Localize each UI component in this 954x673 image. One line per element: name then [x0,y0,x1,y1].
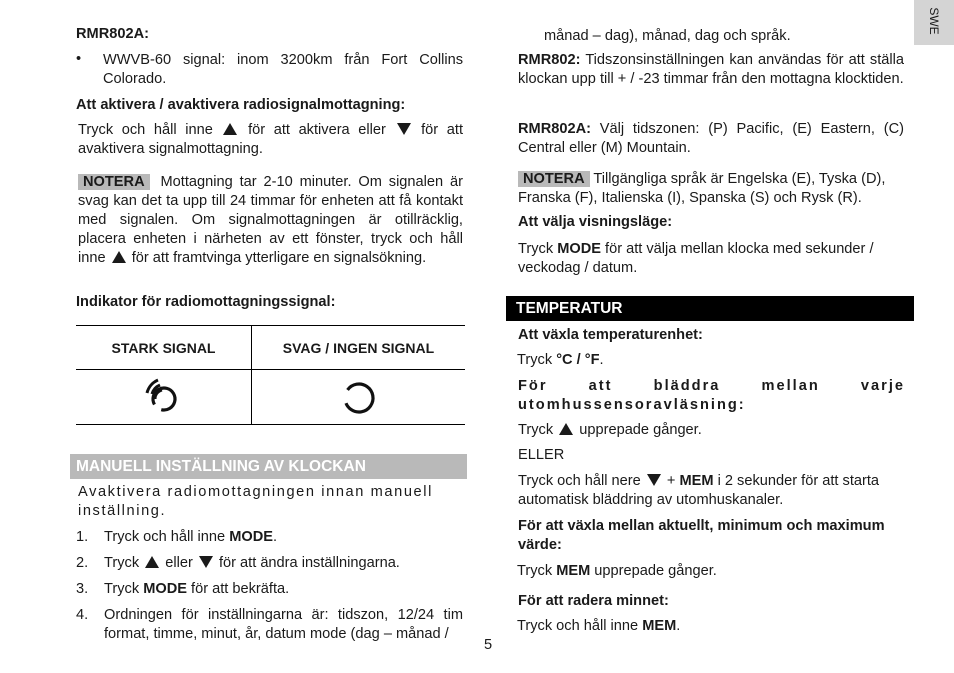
scroll-line-2: Tryck och håll nere + MEM i 2 sekunder för att starta automatisk bläddring av utomhuskanaler. [518,473,880,508]
weak-signal-cell [252,370,466,425]
up-triangle-icon [145,556,159,568]
display-heading: Att välja visningsläge: [518,214,673,230]
activate-heading: Att aktivera / avaktivera radiosignalmottagning: [76,97,406,113]
note-label: NOTERA [518,171,590,187]
scroll-heading: För att bläddra mellan varje utomhussensoravläsning: [518,378,905,413]
rmr802a-heading: RMR802A: [76,26,149,42]
minmax-heading: För att växla mellan aktuellt, minimum och maximum värde: [518,518,885,553]
weak-signal-icon [339,377,379,417]
manual-intro: Avaktivera radiomottagningen innan manuell inställning. [78,484,433,519]
steps-list [76,528,463,644]
scroll-line-1: Tryck upprepade gånger. [518,422,702,438]
down-triangle-icon [647,474,661,486]
note-label: NOTERA [78,174,150,190]
note-paragraph: NOTERA Mottagning tar 2-10 minuter. Om signalen är svag kan det ta upp till 24 timmar för enheten att få kontakt med signalen. Om signalmottagningen är otillräcklig, placera enheten i närheten av ett fönster, tryck och håll inne för att framtvinga ytterligare en signalsökning. [78,174,463,266]
step-2: 2. Tryck eller för att ändra inställningarna. [76,555,400,571]
weak-signal-header: SVAG / INGEN SIGNAL [252,326,466,370]
step-3: 3. Tryck MODE för att bekräfta. [76,581,290,597]
unit-paragraph: Tryck °C / °F. [517,352,604,368]
bullet-text: WWVB-60 signal: inom 3200km från Fort Collins Colorado. [103,52,463,87]
up-triangle-icon [559,423,573,435]
continued-line: månad – dag), månad, dag och språk. [544,28,791,44]
language-tab-label: SWE [927,7,941,35]
step-1: 1. Tryck och håll inne MODE. [76,529,278,545]
page-number: 5 [484,637,493,653]
unit-heading: Att växla temperaturenhet: [518,327,703,343]
or-text: ELLER [518,447,565,463]
strong-signal-header: STARK SIGNAL [76,326,252,370]
bullet-item [76,51,463,89]
clear-heading: För att radera minnet: [518,593,669,609]
down-triangle-icon [397,123,411,135]
bullet-marker: • [76,51,82,67]
signal-table [76,325,465,425]
strong-signal-icon [144,377,184,417]
rmr802-paragraph: RMR802: Tidszonsinställningen kan användas för att ställa klockan upp till + / -23 timmar från den mottagna klocktiden. [518,52,904,87]
manual-section-header: MANUELL INSTÄLLNING AV KLOCKAN [70,454,467,479]
temperature-section-header: TEMPERATUR [506,296,914,321]
rmr802a-paragraph: RMR802A: Välj tidszonen: (P) Pacific, (E) Eastern, (C) Central eller (M) Mountain. [518,121,904,156]
indicator-heading: Indikator för radiomottagningssignal: [76,294,336,310]
step-4: 4. Ordningen för inställningarna är: tidszon, 12/24 tim format, timme, minut, år, datum mode (dag – månad / [76,607,463,642]
strong-signal-cell [76,370,252,425]
up-triangle-icon [112,251,126,263]
language-note: NOTERA Tillgängliga språk är Engelska (E), Tyska (D), Franska (F), Italienska (I), Spanska (S) och Rysk (R). [518,171,886,206]
up-triangle-icon [223,123,237,135]
minmax-paragraph: Tryck MEM upprepade gånger. [517,563,717,579]
display-paragraph: Tryck MODE för att välja mellan klocka med sekunder / veckodag / datum. [518,241,874,276]
activate-paragraph: Tryck och håll inne för att aktivera eller för att avaktivera signalmottagning. [78,122,463,157]
down-triangle-icon [199,556,213,568]
language-tab [914,0,954,45]
clear-paragraph: Tryck och håll inne MEM. [517,618,681,634]
